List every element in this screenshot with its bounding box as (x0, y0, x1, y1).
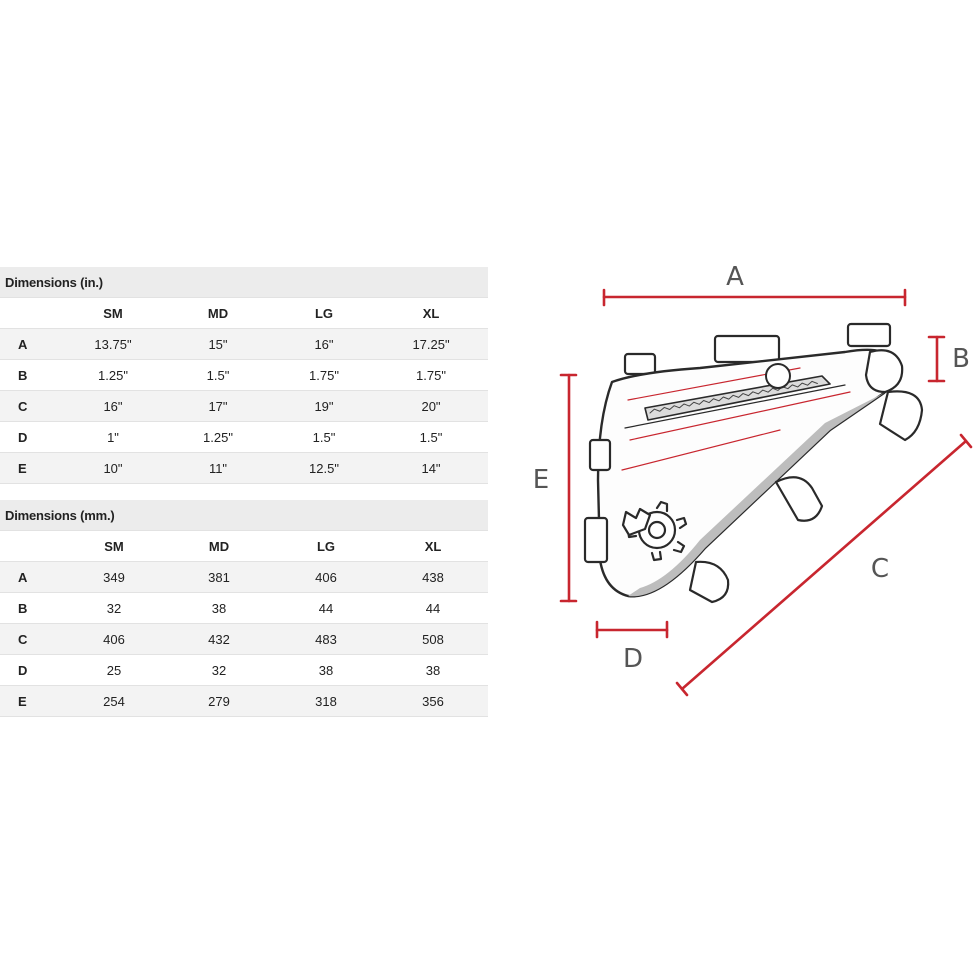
label-c: C (870, 554, 890, 584)
table-cell: 15" (162, 329, 274, 360)
strap (690, 562, 728, 602)
table-cell: 17" (162, 391, 274, 422)
table-cell: 16" (64, 391, 162, 422)
strap (880, 391, 922, 440)
table-row (0, 655, 488, 686)
strap (625, 354, 655, 374)
dimension-tables (0, 267, 488, 717)
table-cell: 254 (64, 686, 164, 717)
table-cell: 20" (374, 391, 488, 422)
table-cell: 38 (164, 593, 274, 624)
table-row (0, 360, 488, 391)
column-header: MD (164, 531, 274, 562)
row-label: E (0, 686, 64, 717)
table-title: Dimensions (in.) (0, 267, 488, 298)
table-row (0, 624, 488, 655)
row-label: D (0, 655, 64, 686)
strap (776, 477, 822, 521)
table-row (0, 329, 488, 360)
table-cell: 19" (274, 391, 374, 422)
row-label: C (0, 391, 64, 422)
label-e: E (532, 465, 550, 495)
table-cell: 1.75" (374, 360, 488, 391)
dimensions-inches-table (0, 267, 488, 484)
column-header: SM (64, 531, 164, 562)
table-cell: 406 (64, 624, 164, 655)
strap (585, 518, 607, 562)
table-row (0, 422, 488, 453)
table-cell: 1.5" (162, 360, 274, 391)
table-cell: 10" (64, 453, 162, 484)
table-row (0, 453, 488, 484)
frame-bag-diagram (500, 250, 980, 710)
label-d: D (622, 644, 644, 674)
table-cell: 17.25" (374, 329, 488, 360)
table-cell: 32 (164, 655, 274, 686)
table-cell: 44 (274, 593, 378, 624)
table-row (0, 562, 488, 593)
strap (848, 324, 890, 346)
row-label: C (0, 624, 64, 655)
strap (715, 336, 779, 362)
table-cell: 1.25" (64, 360, 162, 391)
table-cell: 12.5" (274, 453, 374, 484)
table-cell: 381 (164, 562, 274, 593)
column-header: MD (162, 298, 274, 329)
table-row (0, 686, 488, 717)
table-title: Dimensions (mm.) (0, 500, 488, 531)
table-cell: 1.75" (274, 360, 374, 391)
table-cell: 14" (374, 453, 488, 484)
table-row (0, 391, 488, 422)
strap (866, 350, 902, 392)
table-cell: 1.5" (274, 422, 374, 453)
table-cell: 44 (378, 593, 488, 624)
table-cell: 38 (378, 655, 488, 686)
column-header: SM (64, 298, 162, 329)
table-cell: 1.5" (374, 422, 488, 453)
column-header: XL (374, 298, 488, 329)
row-label: B (0, 360, 64, 391)
table-cell: 279 (164, 686, 274, 717)
column-header: LG (274, 298, 374, 329)
column-header: XL (378, 531, 488, 562)
label-b: B (952, 344, 970, 374)
dimensions-mm-table (0, 500, 488, 717)
strap (590, 440, 610, 470)
row-label: E (0, 453, 64, 484)
table-cell: 16" (274, 329, 374, 360)
table-cell: 508 (378, 624, 488, 655)
label-a: A (726, 262, 744, 292)
column-header: LG (274, 531, 378, 562)
table-cell: 438 (378, 562, 488, 593)
table-row (0, 593, 488, 624)
bag-body (598, 350, 895, 597)
row-label: A (0, 329, 64, 360)
table-cell: 25 (64, 655, 164, 686)
column-header (0, 531, 64, 562)
table-cell: 11" (162, 453, 274, 484)
table-cell: 356 (378, 686, 488, 717)
table-cell: 349 (64, 562, 164, 593)
row-label: D (0, 422, 64, 453)
table-cell: 13.75" (64, 329, 162, 360)
column-header (0, 298, 64, 329)
row-label: A (0, 562, 64, 593)
table-cell: 432 (164, 624, 274, 655)
table-cell: 32 (64, 593, 164, 624)
table-cell: 406 (274, 562, 378, 593)
table-cell: 483 (274, 624, 378, 655)
row-label: B (0, 593, 64, 624)
table-cell: 1.25" (162, 422, 274, 453)
table-cell: 318 (274, 686, 378, 717)
zipper-pull-ring (766, 364, 790, 388)
table-cell: 38 (274, 655, 378, 686)
table-spacer (0, 484, 488, 500)
table-cell: 1" (64, 422, 162, 453)
